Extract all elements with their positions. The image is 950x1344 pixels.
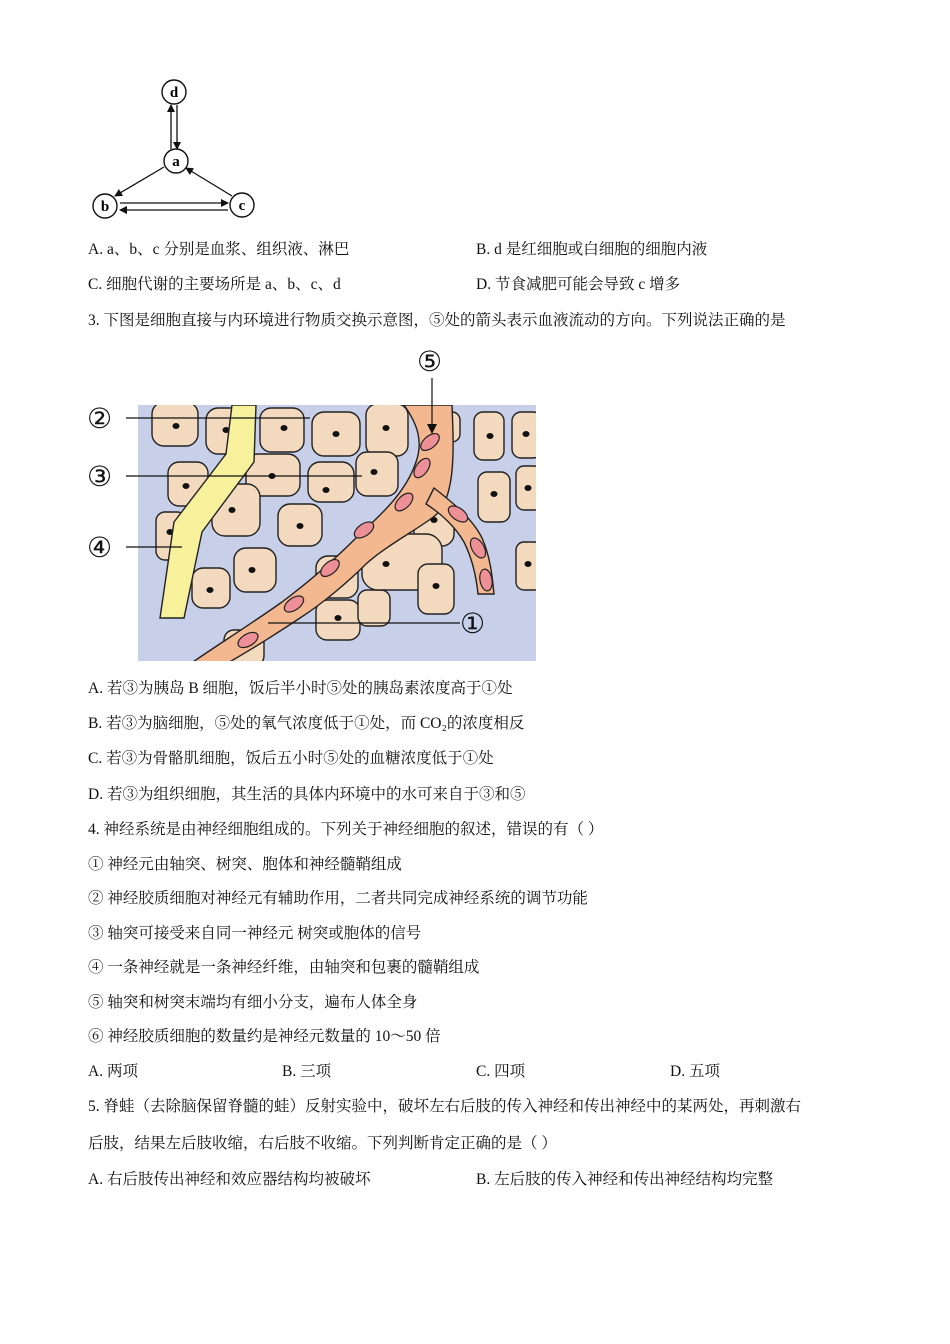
tissue-exchange-figure [86, 342, 546, 664]
figure-label-4: ④ [87, 533, 113, 564]
q5-option-a: A. 右后肢传出神经和效应器结构均被破坏 [88, 1171, 371, 1188]
q4-item-3: ③ 轴突可接受来自同一神经元 树突或胞体的信号 [88, 925, 422, 942]
svg-text:c: c [238, 198, 246, 214]
svg-text:d: d [169, 85, 179, 101]
q4-stem: 4. 神经系统是由神经细胞组成的。下列关于神经细胞的叙述，错误的有（ ） [88, 821, 604, 838]
arrow-c-to-a [186, 168, 232, 196]
q3-stem: 3. 下图是细胞直接与内环境进行物质交换示意图，⑤处的箭头表示血液流动的方向。下列说法正确的是 [88, 312, 786, 329]
q3-option-b: B. 若③为脑细胞，⑤处的氧气浓度低于①处，而 CO₂的浓度相反 [88, 715, 525, 732]
q4-item-5: ⑤ 轴突和树突末端均有细小分支，遍布人体全身 [88, 994, 418, 1011]
fluid-relationship-diagram [80, 72, 280, 222]
node-d [162, 80, 186, 104]
q4-item-1: ① 神经元由轴突、树突、胞体和神经髓鞘组成 [88, 856, 402, 873]
node-c [230, 193, 254, 217]
q4-item-2: ② 神经胶质细胞对神经元有辅助作用，二者共同完成神经系统的调节功能 [88, 890, 588, 907]
q4-option-c: C. 四项 [476, 1063, 526, 1080]
q5-option-b: B. 左后肢的传入神经和传出神经结构均完整 [476, 1171, 774, 1188]
q2-option-a: A. a、b、c 分别是血浆、组织液、淋巴 [88, 241, 350, 258]
node-b [93, 194, 117, 218]
q4-option-a: A. 两项 [88, 1063, 138, 1080]
q3-option-d: D. 若③为组织细胞，其生活的具体内环境中的水可来自于③和⑤ [88, 786, 526, 803]
q4-option-d: D. 五项 [670, 1063, 720, 1080]
svg-text:a: a [172, 154, 180, 170]
figure-label-5: ⑤ [417, 347, 443, 378]
q3-option-a: A. 若③为胰岛 B 细胞，饭后半小时⑤处的胰岛素浓度高于①处 [88, 680, 513, 697]
figure-label-2: ② [87, 404, 113, 435]
node-a [164, 149, 188, 173]
svg-text:b: b [100, 199, 110, 215]
q2-option-b: B. d 是红细胞或白细胞的细胞内液 [476, 241, 708, 258]
arrow-a-to-b [115, 167, 164, 196]
q4-item-4: ④ 一条神经就是一条神经纤维，由轴突和包裹的髓鞘组成 [88, 959, 480, 976]
q4-option-b: B. 三项 [282, 1063, 332, 1080]
q5-stem-line2: 后肢，结果左后肢收缩，右后肢不收缩。下列判断肯定正确的是（ ） [88, 1135, 557, 1152]
q2-option-d: D. 节食减肥可能会导致 c 增多 [476, 276, 681, 293]
q4-item-6: ⑥ 神经胶质细胞的数量约是神经元数量的 10～50 倍 [88, 1028, 441, 1045]
figure-label-3: ③ [87, 462, 113, 493]
q3-option-c: C. 若③为骨骼肌细胞，饭后五小时⑤处的血糖浓度低于①处 [88, 750, 494, 767]
figure-label-1: ① [460, 609, 486, 640]
q5-stem-line1: 5. 脊蛙（去除脑保留脊髓的蛙）反射实验中，破坏左右后肢的传入神经和传出神经中的某两处，再刺激右 [88, 1098, 802, 1115]
q2-option-c: C. 细胞代谢的主要场所是 a、b、c、d [88, 276, 341, 293]
